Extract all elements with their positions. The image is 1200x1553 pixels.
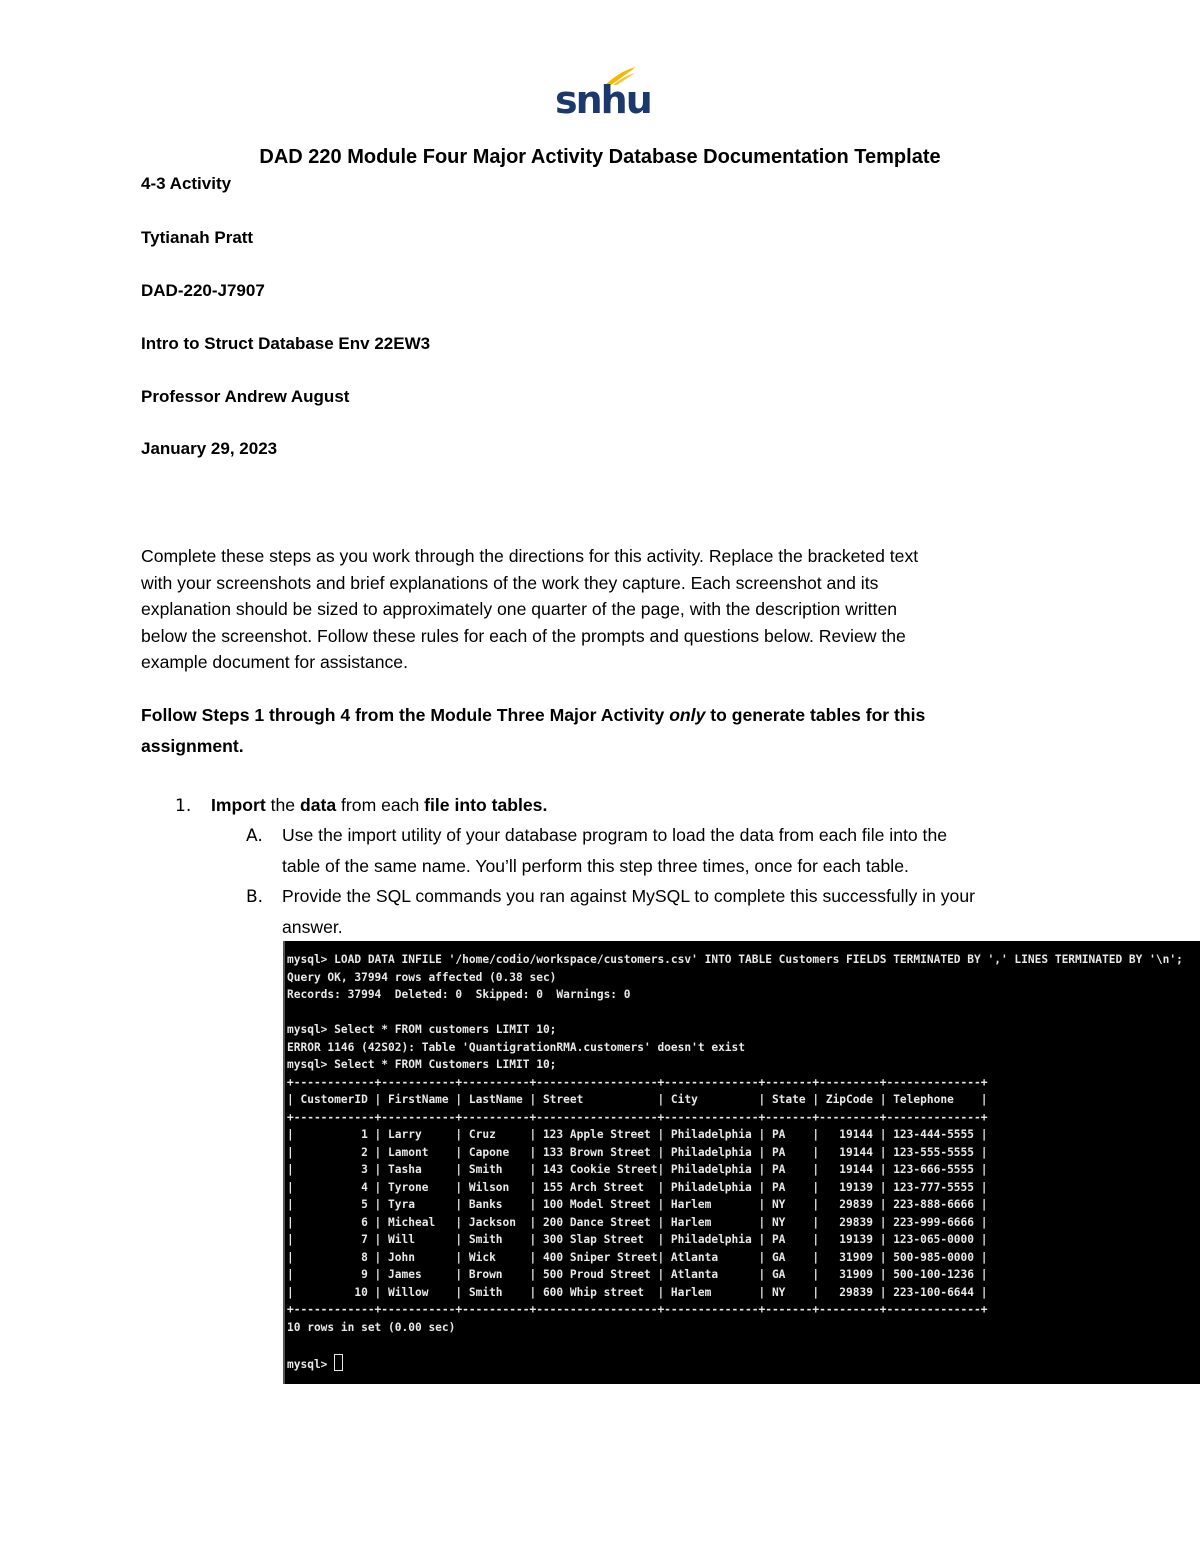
instructions-line: explanation should be sized to approximately one quarter of the page, with the description written — [141, 599, 898, 619]
terminal-line: +------------+-----------+----------+------------------+--------------+-------+---------+--------------+ — [287, 1303, 988, 1316]
substep-a-text — [282, 820, 947, 881]
follow-steps-text: Follow Steps 1 through 4 from the Module Three Major Activity — [141, 705, 670, 725]
terminal-line: | 8 | John | Wick | 400 Sniper Street| Atlanta | GA | 31909 | 500-985-0000 | — [287, 1250, 988, 1264]
terminal-line: ERROR 1146 (42S02): Table 'QuantigrationRMA.customers' doesn't exist — [287, 1040, 746, 1054]
terminal-line: | CustomerID | FirstName | LastName | Street | City | State | ZipCode | Telephone | — [287, 1093, 988, 1106]
terminal-line: +------------+-----------+----------+------------------+--------------+-------+---------+--------------+ — [287, 1075, 988, 1089]
course-code: DAD-220-J7907 — [141, 281, 265, 300]
snhu-logo — [555, 66, 651, 124]
terminal-line: +------------+-----------+----------+------------------+--------------+-------+---------+--------------+ — [287, 1110, 988, 1124]
instructions-line: below the screenshot. Follow these rules for each of the prompts and questions below. Review the — [141, 625, 906, 646]
activity-label: 4-3 Activity — [141, 174, 232, 193]
terminal-line: Query OK, 37994 rows affected (0.38 sec) — [287, 970, 557, 984]
step-1-word: the — [265, 795, 300, 815]
step-1-word: Import — [211, 795, 266, 815]
terminal-line: mysql> Select * FROM customers LIMIT 10; — [287, 1023, 557, 1036]
step-1-number: 1. — [175, 796, 192, 816]
terminal-prompt: mysql> — [287, 1357, 335, 1371]
substep-b-text — [282, 881, 975, 942]
terminal-line: | 3 | Tasha | Smith | 143 Cookie Street| Philadelphia | PA | 19144 | 123-666-5555 | — [287, 1163, 988, 1176]
terminal-line: | 2 | Lamont | Capone | 133 Brown Street | Philadelphia | PA | 19144 | 123-555-5555 | — [287, 1145, 988, 1159]
follow-steps-line2: assignment. — [141, 736, 244, 756]
course-name: Intro to Struct Database Env 22EW3 — [141, 334, 431, 353]
step-1-word: data — [299, 795, 337, 815]
substep-b-line2: answer. — [282, 916, 343, 937]
terminal-line: mysql> Select * FROM Customers LIMIT 10; — [287, 1058, 557, 1071]
substep-a-letter: A. — [246, 826, 263, 846]
follow-steps-text-end: to generate tables for this — [705, 705, 926, 725]
substep-b-letter: B. — [246, 887, 264, 907]
substep-a-line1: Use the import utility of your database program to load the data from each file into the — [282, 825, 948, 845]
follow-steps-emphasis: only — [669, 705, 706, 725]
substep-b-line1: Provide the SQL commands you ran against MySQL to complete this successfully in your — [282, 886, 975, 906]
terminal-line: | 9 | James | Brown | 500 Proud Street | Atlanta | GA | 31909 | 500-100-1236 | — [287, 1268, 988, 1281]
instructions-line: example document for assistance. — [141, 652, 408, 672]
terminal-cursor — [334, 1354, 343, 1371]
terminal-line: Records: 37994 Deleted: 0 Skipped: 0 Warnings: 0 — [287, 988, 631, 1001]
terminal-line: | 1 | Larry | Cruz | 123 Apple Street | Philadelphia | PA | 19144 | 123-444-5555 | — [287, 1128, 988, 1141]
step-1-word: file into tables. — [424, 795, 548, 815]
instructions-line: with your screenshots and brief explanations of the work they capture. Each screenshot and its — [141, 572, 879, 593]
instructions-paragraph — [141, 543, 1041, 676]
terminal-line: | 10 | Willow | Smith | 600 Whip street | Harlem | NY | 29839 | 223-100-6644 | — [287, 1285, 988, 1299]
logo-wordmark: snhu — [555, 78, 651, 122]
terminal-output — [285, 941, 1200, 1373]
professor-name: Professor Andrew August — [141, 387, 350, 406]
terminal-line: mysql> LOAD DATA INFILE '/home/codio/workspace/customers.csv' INTO TABLE Customers FIELDS TERMINATED BY ',' LINES TERMINATED BY '\n'; — [287, 953, 1183, 966]
step-1-word: from each — [336, 795, 425, 815]
substep-a-line2: table of the same name. You’ll perform this step three times, once for each table. — [282, 855, 909, 876]
terminal-line: 10 rows in set (0.00 sec) — [287, 1320, 456, 1334]
document-title: DAD 220 Module Four Major Activity Database Documentation Template — [259, 146, 941, 168]
mysql-terminal-screenshot — [283, 941, 1200, 1384]
document-date: January 29, 2023 — [141, 439, 278, 458]
terminal-line: | 6 | Micheal | Jackson | 200 Dance Street | Harlem | NY | 29839 | 223-999-6666 | — [287, 1215, 988, 1229]
instructions-line: Complete these steps as you work through the directions for this activity. Replace the bracketed text — [141, 546, 919, 566]
follow-steps-paragraph — [141, 700, 1041, 762]
student-name: Tytianah Pratt — [141, 228, 254, 247]
step-1-text — [211, 790, 547, 821]
terminal-line: | 7 | Will | Smith | 300 Slap Street | Philadelphia | PA | 19139 | 123-065-0000 | — [287, 1233, 988, 1246]
terminal-line: | 4 | Tyrone | Wilson | 155 Arch Street | Philadelphia | PA | 19139 | 123-777-5555 | — [287, 1180, 988, 1194]
terminal-line: | 5 | Tyra | Banks | 100 Model Street | Harlem | NY | 29839 | 223-888-6666 | — [287, 1198, 988, 1211]
